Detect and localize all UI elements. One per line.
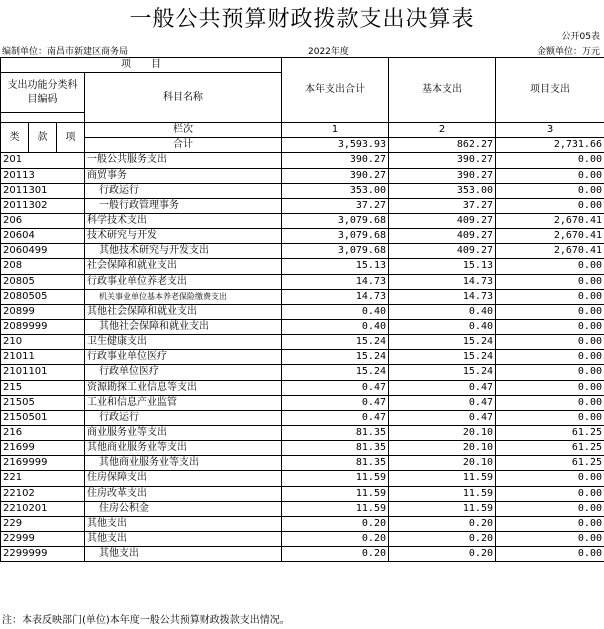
row-total-amount: 0.20 xyxy=(282,547,389,562)
row-subject-name: 商业服务业等支出 xyxy=(85,425,282,440)
row-code: 206 xyxy=(1,213,85,228)
row-project-amount: 2,670.41 xyxy=(496,229,604,244)
row-subject-name: 社会保障和就业支出 xyxy=(85,259,282,274)
row-basic-amount: 20.10 xyxy=(389,441,496,456)
total-row-basic: 862.27 xyxy=(389,138,496,153)
row-subject-name: 科学技术支出 xyxy=(85,213,282,228)
row-subject-name: 商贸事务 xyxy=(85,168,282,183)
row-code: 215 xyxy=(1,380,85,395)
fiscal-year: 2022年度 xyxy=(308,47,349,57)
table-row xyxy=(1,547,604,562)
row-subject-name: 资源勘探工业信息等支出 xyxy=(85,380,282,395)
table-row xyxy=(1,198,604,213)
row-basic-amount: 0.40 xyxy=(389,319,496,334)
row-subject-name: 一般公共服务支出 xyxy=(85,153,282,168)
row-subject-name: 其他社会保障和就业支出 xyxy=(85,304,282,319)
row-basic-amount: 0.20 xyxy=(389,547,496,562)
row-project-amount: 0.00 xyxy=(496,531,604,546)
kuan-header: 款 xyxy=(29,123,57,153)
table-row xyxy=(1,456,604,471)
header-spacer xyxy=(1,113,85,123)
row-code: 2150501 xyxy=(1,410,85,425)
row-code: 2299999 xyxy=(1,547,85,562)
row-basic-amount: 20.10 xyxy=(389,456,496,471)
row-code: 2011302 xyxy=(1,198,85,213)
item-group-header: 项 目 xyxy=(1,58,282,73)
row-project-amount: 0.00 xyxy=(496,304,604,319)
row-project-amount: 0.00 xyxy=(496,486,604,501)
row-basic-amount: 14.73 xyxy=(389,274,496,289)
table-row xyxy=(1,168,604,183)
row-subject-name: 工业和信息产业监管 xyxy=(85,395,282,410)
expenditure-table xyxy=(0,57,604,562)
row-basic-amount: 0.40 xyxy=(389,304,496,319)
row-total-amount: 11.59 xyxy=(282,486,389,501)
row-subject-name: 一般行政管理事务 xyxy=(85,198,282,213)
row-basic-amount: 11.59 xyxy=(389,501,496,516)
row-code: 22102 xyxy=(1,486,85,501)
row-basic-amount: 11.59 xyxy=(389,486,496,501)
row-project-amount: 0.00 xyxy=(496,380,604,395)
table-row xyxy=(1,425,604,440)
table-row xyxy=(1,153,604,168)
row-basic-amount: 0.47 xyxy=(389,380,496,395)
row-total-amount: 15.13 xyxy=(282,259,389,274)
lei-header: 类 xyxy=(1,123,29,153)
row-project-amount: 0.00 xyxy=(496,501,604,516)
row-basic-amount: 409.27 xyxy=(389,213,496,228)
row-code: 20899 xyxy=(1,304,85,319)
row-code: 229 xyxy=(1,516,85,531)
row-subject-name: 其他支出 xyxy=(85,547,282,562)
row-subject-name: 卫生健康支出 xyxy=(85,335,282,350)
row-code: 201 xyxy=(1,153,85,168)
row-basic-amount: 15.24 xyxy=(389,365,496,380)
row-project-amount: 0.00 xyxy=(496,198,604,213)
row-subject-name: 其他支出 xyxy=(85,516,282,531)
project-column-header: 项目支出 xyxy=(496,58,604,123)
column-number-1: 1 xyxy=(282,123,389,138)
row-project-amount: 0.00 xyxy=(496,183,604,198)
row-project-amount: 0.00 xyxy=(496,274,604,289)
table-row xyxy=(1,304,604,319)
row-code: 2080505 xyxy=(1,289,85,304)
row-total-amount: 3,079.68 xyxy=(282,213,389,228)
row-total-amount: 37.27 xyxy=(282,198,389,213)
row-project-amount: 0.00 xyxy=(496,350,604,365)
table-row xyxy=(1,274,604,289)
basic-column-header: 基本支出 xyxy=(389,58,496,123)
row-total-amount: 0.40 xyxy=(282,319,389,334)
row-basic-amount: 353.00 xyxy=(389,183,496,198)
row-subject-name: 行政单位医疗 xyxy=(85,365,282,380)
row-code: 20604 xyxy=(1,229,85,244)
footnote: 注：本表反映部门(单位)本年度一般公共预算财政拨款支出情况。 xyxy=(2,615,290,626)
lanci-label: 栏次 xyxy=(85,123,282,138)
table-row xyxy=(1,350,604,365)
row-basic-amount: 0.20 xyxy=(389,531,496,546)
row-total-amount: 15.24 xyxy=(282,335,389,350)
row-total-amount: 11.59 xyxy=(282,471,389,486)
subject-name-header: 科目名称 xyxy=(85,73,282,123)
total-row-label: 合计 xyxy=(85,138,282,153)
table-row xyxy=(1,380,604,395)
row-total-amount: 3,079.68 xyxy=(282,244,389,259)
column-number-2: 2 xyxy=(389,123,496,138)
row-code: 21505 xyxy=(1,395,85,410)
row-project-amount: 0.00 xyxy=(496,168,604,183)
row-code: 2210201 xyxy=(1,501,85,516)
row-basic-amount: 15.24 xyxy=(389,335,496,350)
row-total-amount: 15.24 xyxy=(282,350,389,365)
column-number-3: 3 xyxy=(496,123,604,138)
row-basic-amount: 15.24 xyxy=(389,350,496,365)
row-code: 210 xyxy=(1,335,85,350)
row-basic-amount: 409.27 xyxy=(389,229,496,244)
row-total-amount: 14.73 xyxy=(282,289,389,304)
table-row xyxy=(1,319,604,334)
row-code: 2011301 xyxy=(1,183,85,198)
row-project-amount: 0.00 xyxy=(496,471,604,486)
row-total-amount: 11.59 xyxy=(282,501,389,516)
row-subject-name: 行政运行 xyxy=(85,410,282,425)
row-project-amount: 0.00 xyxy=(496,153,604,168)
row-code: 2101101 xyxy=(1,365,85,380)
row-subject-name: 其他社会保障和就业支出 xyxy=(85,319,282,334)
row-subject-name: 住房公积金 xyxy=(85,501,282,516)
table-row xyxy=(1,441,604,456)
row-basic-amount: 37.27 xyxy=(389,198,496,213)
row-basic-amount: 0.47 xyxy=(389,395,496,410)
row-code: 2169999 xyxy=(1,456,85,471)
table-row xyxy=(1,335,604,350)
row-subject-name: 行政运行 xyxy=(85,183,282,198)
row-total-amount: 0.20 xyxy=(282,531,389,546)
row-subject-name: 其他支出 xyxy=(85,531,282,546)
row-basic-amount: 15.13 xyxy=(389,259,496,274)
row-subject-name: 机关事业单位基本养老保险缴费支出 xyxy=(85,289,282,304)
row-total-amount: 0.47 xyxy=(282,380,389,395)
form-code: 公开05表 xyxy=(561,32,600,42)
table-row xyxy=(1,471,604,486)
row-project-amount: 2,670.41 xyxy=(496,244,604,259)
row-project-amount: 0.00 xyxy=(496,516,604,531)
row-basic-amount: 20.10 xyxy=(389,425,496,440)
row-code: 22999 xyxy=(1,531,85,546)
row-project-amount: 0.00 xyxy=(496,547,604,562)
row-code: 216 xyxy=(1,425,85,440)
row-total-amount: 3,079.68 xyxy=(282,229,389,244)
row-subject-name: 其他商业服务业等支出 xyxy=(85,456,282,471)
table-row xyxy=(1,229,604,244)
row-subject-name: 行政事业单位医疗 xyxy=(85,350,282,365)
row-code: 2060499 xyxy=(1,244,85,259)
amount-unit: 金额单位：万元 xyxy=(536,47,600,57)
row-code: 221 xyxy=(1,471,85,486)
reporting-unit: 编制单位：南昌市新建区商务局 xyxy=(2,47,129,57)
function-code-header: 支出功能分类科目编码 xyxy=(1,73,85,113)
row-subject-name: 其他技术研究与开发支出 xyxy=(85,244,282,259)
row-subject-name: 其他商业服务业等支出 xyxy=(85,441,282,456)
row-basic-amount: 390.27 xyxy=(389,168,496,183)
report-title: 一般公共预算财政拨款支出决算表 xyxy=(129,7,475,32)
row-total-amount: 81.35 xyxy=(282,456,389,471)
table-row xyxy=(1,531,604,546)
row-total-amount: 0.47 xyxy=(282,395,389,410)
row-subject-name: 行政事业单位养老支出 xyxy=(85,274,282,289)
row-total-amount: 81.35 xyxy=(282,425,389,440)
row-total-amount: 353.00 xyxy=(282,183,389,198)
row-total-amount: 390.27 xyxy=(282,153,389,168)
row-total-amount: 81.35 xyxy=(282,441,389,456)
row-code: 208 xyxy=(1,259,85,274)
row-total-amount: 15.24 xyxy=(282,365,389,380)
row-project-amount: 0.00 xyxy=(496,259,604,274)
row-project-amount: 61.25 xyxy=(496,425,604,440)
row-code: 21011 xyxy=(1,350,85,365)
table-row xyxy=(1,289,604,304)
row-basic-amount: 409.27 xyxy=(389,244,496,259)
row-total-amount: 0.20 xyxy=(282,516,389,531)
row-subject-name: 住房改革支出 xyxy=(85,486,282,501)
row-basic-amount: 14.73 xyxy=(389,289,496,304)
table-row xyxy=(1,213,604,228)
table-row xyxy=(1,486,604,501)
row-basic-amount: 11.59 xyxy=(389,471,496,486)
table-row xyxy=(1,259,604,274)
row-project-amount: 61.25 xyxy=(496,441,604,456)
total-row-project: 2,731.66 xyxy=(496,138,604,153)
xiang-header: 项 xyxy=(57,123,85,153)
row-subject-name: 住房保障支出 xyxy=(85,471,282,486)
row-project-amount: 0.00 xyxy=(496,395,604,410)
table-row xyxy=(1,365,604,380)
row-subject-name: 技术研究与开发 xyxy=(85,229,282,244)
row-code: 20805 xyxy=(1,274,85,289)
table-row xyxy=(1,516,604,531)
row-total-amount: 14.73 xyxy=(282,274,389,289)
row-code: 20113 xyxy=(1,168,85,183)
row-basic-amount: 0.20 xyxy=(389,516,496,531)
row-total-amount: 0.40 xyxy=(282,304,389,319)
row-project-amount: 0.00 xyxy=(496,335,604,350)
row-project-amount: 61.25 xyxy=(496,456,604,471)
row-basic-amount: 390.27 xyxy=(389,153,496,168)
table-row xyxy=(1,244,604,259)
table-row xyxy=(1,410,604,425)
row-project-amount: 0.00 xyxy=(496,410,604,425)
row-code: 2089999 xyxy=(1,319,85,334)
row-total-amount: 390.27 xyxy=(282,168,389,183)
row-project-amount: 0.00 xyxy=(496,365,604,380)
row-basic-amount: 0.47 xyxy=(389,410,496,425)
row-code: 21699 xyxy=(1,441,85,456)
table-row xyxy=(1,183,604,198)
table-row xyxy=(1,501,604,516)
row-project-amount: 0.00 xyxy=(496,319,604,334)
row-project-amount: 0.00 xyxy=(496,289,604,304)
total-row-total: 3,593.93 xyxy=(282,138,389,153)
row-total-amount: 0.47 xyxy=(282,410,389,425)
row-project-amount: 2,670.41 xyxy=(496,213,604,228)
table-row xyxy=(1,395,604,410)
total-column-header: 本年支出合计 xyxy=(282,58,389,123)
